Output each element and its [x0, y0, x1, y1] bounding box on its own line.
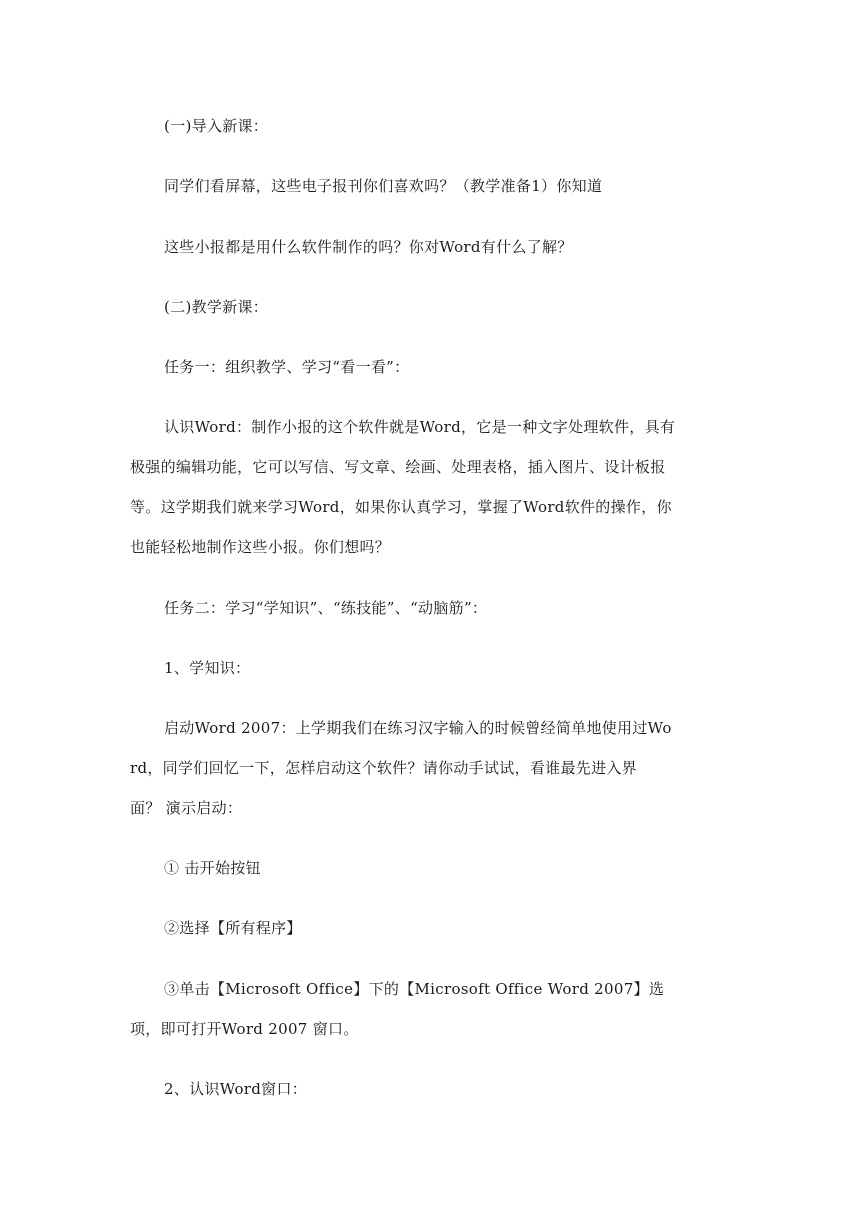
task-heading-one: 任务一：组织教学、学习“看一看”： [164, 358, 410, 376]
paragraph-line: 这些小报都是用什么软件制作的吗？你对Word有什么了解？ [164, 238, 573, 256]
paragraph-line: 极强的编辑功能，它可以写信、写文章、绘画、处理表格，插入图片、设计板报 [130, 458, 666, 476]
subsection-heading: 2、认识Word窗口： [164, 1080, 308, 1098]
section-heading-teaching: (二)教学新课： [164, 298, 269, 316]
paragraph-line: rd，同学们回忆一下，怎样启动这个软件？请你动手试试，看谁最先进入界 [130, 759, 637, 777]
paragraph-line: 同学们看屏幕，这些电子报刊你们喜欢吗？（教学准备1）你知道 [164, 177, 603, 195]
paragraph-line: 也能轻松地制作这些小报。你们想吗？ [130, 538, 391, 556]
paragraph-line: 项，即可打开Word 2007 窗口。 [130, 1020, 359, 1038]
subsection-heading: 1、学知识： [164, 659, 251, 677]
step-item: ③单击【Microsoft Office】下的【Microsoft Office Word 2007】选 [164, 980, 665, 998]
step-item: ① 击开始按钮 [164, 859, 261, 877]
paragraph-line: 启动Word 2007：上学期我们在练习汉字输入的时候曾经简单地使用过Wo [164, 719, 672, 737]
paragraph-line: 等。这学期我们就来学习Word，如果你认真学习，掌握了Word软件的操作，你 [130, 498, 672, 516]
task-heading-two: 任务二：学习“学知识”、“练技能”、“动脑筋”： [164, 599, 488, 617]
section-heading-intro: (一)导入新课： [164, 117, 269, 135]
step-item: ②选择【所有程序】 [164, 919, 302, 937]
paragraph-line: 面？ 演示启动： [130, 799, 243, 817]
paragraph-line: 认识Word：制作小报的这个软件就是Word，它是一种文字处理软件，具有 [164, 418, 676, 436]
